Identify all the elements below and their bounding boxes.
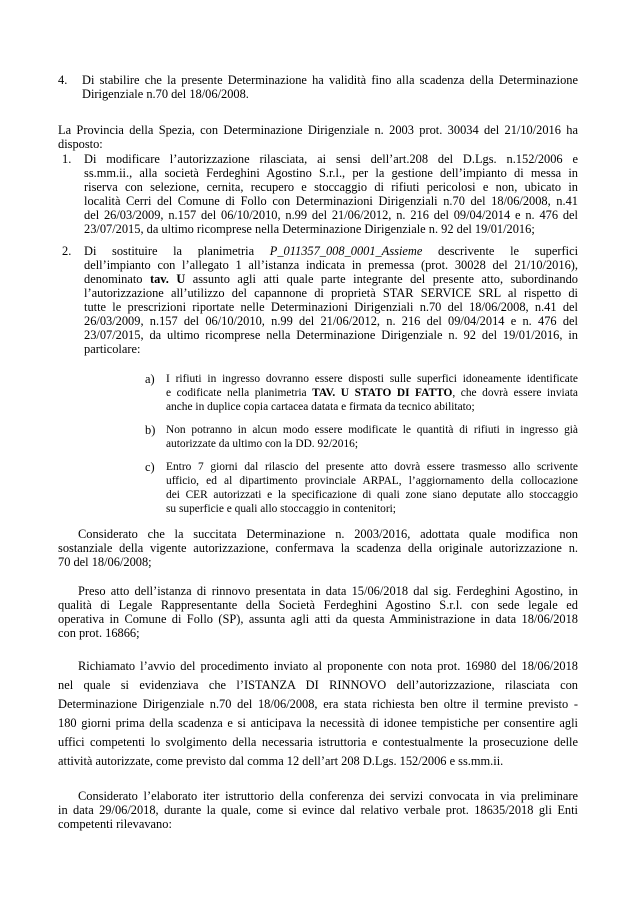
sub-b-text (166, 423, 578, 451)
text-line: riserva con selezione, cernita, recupero e stoccaggio di rifiuti pericolosi e non, ubicato in (84, 180, 578, 194)
text-line: Considerato l’elaborato iter istruttorio della conferenza dei servizi convocata in via preliminare (78, 789, 578, 803)
sub-b-label: b) (145, 423, 156, 437)
text-line: Determinazione Dirigenziale n.70 del 18/06/2008, era stata richiesta ben oltre il termine previsto - (58, 697, 578, 711)
text-line: dell’impianto con l’allegato 1 all’istanza indicata in premessa (prot. 30028 del 21/10/2016), (84, 258, 578, 272)
sub-a-label: a) (145, 372, 155, 386)
text-run: Di sostituire la planimetria (84, 244, 255, 258)
text-line: 23/07/2015, da ultimo ricomprese nella Determinazione Dirigenziale n. 92 del 19/01/2016, in (84, 328, 578, 342)
text-line: 23/07/2015, da ultimo ricomprese nella Determinazione Dirigenziale n. 92 del 19/01/2016; (84, 222, 535, 236)
text-line: competenti rilevavano: (58, 817, 172, 831)
text-line: con prot. 16866; (58, 626, 140, 640)
text-line: anche in duplice copia cartacea datata e firmata da tecnico abilitato; (166, 401, 475, 413)
text-line: sostanziale della vigente autorizzazione, confermava la scadenza della originale autorizzazione n. (58, 541, 578, 555)
text-line: tutte le prescrizioni riportate nelle Determinazioni Dirigenziali n.70 del 18/06/2008, n.41 del (84, 300, 578, 314)
text-line: autorizzate da ultimo con la DD. 92/2016; (166, 438, 359, 450)
provincia-paragraph (58, 123, 578, 151)
text-line: qualità di Legale Rappresentante della Società Ferdeghini Agostino S.r.l. con sede legale ed (58, 598, 578, 612)
text-run: , che dovrà essere inviata (452, 387, 578, 399)
planimetria-name: P_011357_008_0001_Assieme (269, 244, 423, 258)
text-line: attività autorizzate, come previsto dal comma 12 dell’art 208 D.Lgs. 152/2006 e ss.mm.ii. (58, 754, 504, 768)
text-run: descrivente le superfici (438, 244, 579, 258)
text-line: Entro 7 giorni dal rilascio del presente atto dovrà essere trasmesso allo scrivente (166, 461, 578, 473)
sub-c-text (166, 460, 578, 516)
text-line: dei CER autorizzati e la specificazione di quali zone siano deputate allo stoccaggio (166, 489, 578, 501)
text-line: disposto: (58, 137, 103, 151)
tav-u-label: tav. U (149, 272, 186, 286)
text-line: nel quale si evidenziava che l’ISTANZA DI RINNOVO dell’autorizzazione, rilasciata con (58, 678, 578, 692)
text-line: uffici competenti lo svolgimento della necessaria istruttoria e contestualmente la prosecuzione delle (58, 735, 578, 749)
text-line: particolare: (84, 342, 141, 356)
text-line: Considerato che la succitata Determinazione n. 2003/2016, adottata quale modifica non (78, 527, 578, 541)
text-line: I rifiuti in ingresso dovranno essere disposti sulle superfici idoneamente identificate (166, 373, 578, 385)
text-line: Richiamato l’avvio del procedimento inviato al proponente con nota prot. 16980 del 18/06/2018 (78, 659, 578, 673)
disp-1-number: 1. (62, 152, 72, 166)
text-line: ss.mm.ii., alla società Ferdeghini Agostino S.r.l., per la gestione dell’impianto di messa in (84, 166, 578, 180)
text-line: su superficie e quali allo stoccaggio in contenitori; (166, 503, 396, 515)
text-line: 70 del 18/06/2008; (58, 555, 152, 569)
text-line: 26/03/2009, n.157 del 06/10/2010, n.99 del 21/06/2012, n. 216 del 09/04/2014 e n. 476 del (84, 314, 578, 328)
disp-2-text (84, 244, 578, 356)
text-line: località Cerri del Comune di Follo con Determinazioni Dirigenziali n.70 del 18/06/2008, n.41 (84, 194, 578, 208)
sub-c-label: c) (145, 460, 155, 474)
text-line: Di modificare l’autorizzazione rilasciata, ai sensi dell’art.208 del D.Lgs. n.152/2006 e (84, 152, 578, 166)
text-line: La Provincia della Spezia, con Determinazione Dirigenziale n. 2003 prot. 30034 del 21/10/2016 ha (58, 123, 578, 137)
text-line: Dirigenziale n.70 del 18/06/2008. (82, 87, 249, 101)
text-line (84, 272, 578, 286)
text-run: e codificate nella planimetria (166, 387, 307, 399)
text-line: Di stabilire che la presente Determinazione ha validità fino alla scadenza della Determinazione (82, 73, 578, 87)
text-line: ufficio, ed al dipartimento provinciale ARPAL, l’aggiornamento della collocazione (166, 475, 578, 487)
text-line: del 26/03/2009, n.157 del 06/10/2010, n.99 del 21/06/2012, n. 216 del 09/04/2014 e n. 476 del (84, 208, 578, 222)
text-line: operativa in Comune di Follo (SP), assunta agli atti da questa Amministrazione in data 18/06/2018 (58, 612, 578, 626)
text-line: Non potranno in alcun modo essere modificate le quantità di rifiuti in ingresso già (166, 424, 578, 436)
sub-a-text (166, 372, 578, 414)
considerato-paragraph-1 (58, 527, 578, 569)
text-line: Preso atto dell’istanza di rinnovo presentata in data 15/06/2018 dal sig. Ferdeghini Agostino, in (78, 584, 578, 598)
item-4-text (82, 73, 578, 101)
considerato-paragraph-2 (58, 789, 578, 831)
richiamato-paragraph (58, 657, 578, 771)
text-line (166, 386, 578, 400)
text-line: in data 29/06/2018, durante la quale, come si evince dal relativo verbale prot. 18635/2018 gli Enti (58, 803, 578, 817)
disp-1-text (84, 152, 578, 236)
preso-atto-paragraph (58, 584, 578, 640)
tav-u-stato-di-fatto: TAV. U STATO DI FATTO (312, 387, 453, 399)
item-4-number: 4. (58, 73, 68, 87)
text-run: denominato (84, 272, 143, 286)
disp-2-number: 2. (62, 244, 72, 258)
text-line: 180 giorni prima della scadenza e si anticipava la necessità di idonee tempistiche per consentire agli (58, 716, 578, 730)
text-line: l’autorizzazione all’utilizzo del capannone di proprietà STAR SERVICE SRL al rispetto di (84, 286, 578, 300)
text-line (84, 244, 578, 258)
text-run: assunto agli atti quale parte integrante del presente atto, subordinando (192, 272, 578, 286)
